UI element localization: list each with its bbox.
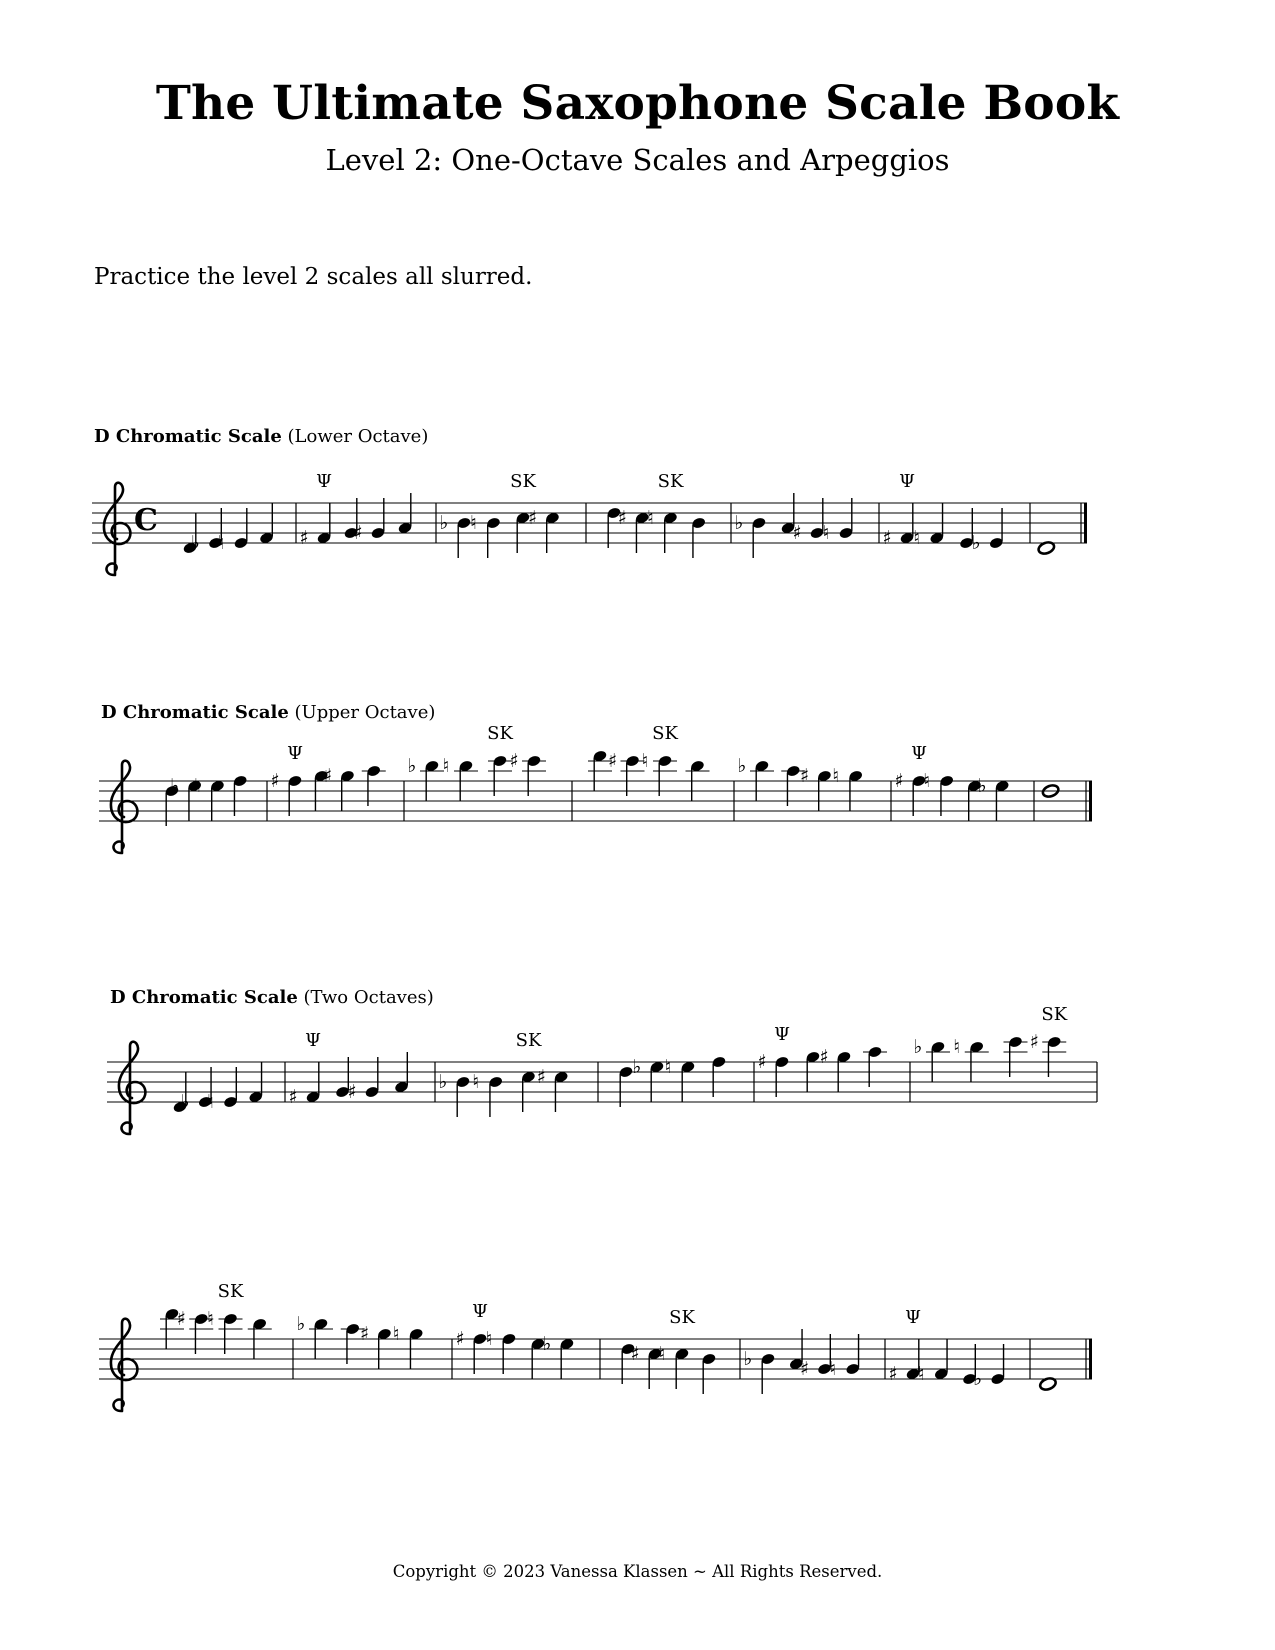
fingering-mark-icon: Ψ xyxy=(905,1307,921,1328)
flat-icon: ♭ xyxy=(170,775,180,797)
sharp-icon: ♯ xyxy=(888,1363,898,1385)
fingering-mark-icon: Ψ xyxy=(472,1301,488,1322)
sharp-icon: ♯ xyxy=(299,527,309,549)
sharp-icon: ♯ xyxy=(757,1051,767,1073)
flat-icon: ♭ xyxy=(743,1348,753,1370)
natural-icon: ♮ xyxy=(829,1358,837,1380)
flat-icon: ♭ xyxy=(973,1368,983,1390)
sharp-icon: ♯ xyxy=(882,527,892,549)
fingering-mark-icon: Ψ xyxy=(774,1024,790,1045)
side-key-mark: SK xyxy=(652,723,678,744)
natural-icon: ♮ xyxy=(194,775,201,797)
side-key-mark: SK xyxy=(487,723,513,744)
flat-icon: ♭ xyxy=(180,1091,190,1113)
fingering-mark-icon: Ψ xyxy=(899,471,915,492)
natural-icon: ♮ xyxy=(641,750,649,772)
fingering-mark-icon: Ψ xyxy=(316,471,332,492)
sharp-icon: ♯ xyxy=(322,765,333,787)
natural-icon: ♮ xyxy=(217,532,225,554)
sharp-icon: ♯ xyxy=(894,770,904,792)
fingering-mark-icon: Ψ xyxy=(287,743,303,764)
sharp-icon: ♯ xyxy=(630,1343,640,1365)
natural-icon: ♮ xyxy=(917,1363,925,1385)
fingering-mark-icon: Ψ xyxy=(911,743,927,764)
flat-icon: ♭ xyxy=(439,512,449,534)
natural-icon: ♮ xyxy=(832,765,840,787)
scale-name: D Chromatic Scale xyxy=(94,426,282,447)
natural-icon: ♮ xyxy=(658,1343,666,1365)
flat-icon: ♭ xyxy=(971,532,981,554)
flat-icon: ♭ xyxy=(734,512,744,534)
instructions-text: Practice the level 2 scales all slurred. xyxy=(94,264,533,290)
scale-name: D Chromatic Scale xyxy=(101,702,289,723)
flat-icon: ♭ xyxy=(632,1056,642,1078)
sharp-icon: ♯ xyxy=(359,1323,370,1345)
natural-icon: ♮ xyxy=(485,1328,493,1350)
natural-icon: ♮ xyxy=(442,755,450,777)
sharp-icon: ♯ xyxy=(792,522,802,544)
natural-icon: ♮ xyxy=(392,1323,400,1345)
scale-range: (Lower Octave) xyxy=(287,426,429,447)
natural-icon: ♮ xyxy=(953,1036,961,1058)
side-key-mark: SK xyxy=(1041,1004,1068,1025)
natural-icon: ♮ xyxy=(472,1071,480,1093)
scale-range: (Two Octaves) xyxy=(303,987,434,1008)
sharp-icon: ♯ xyxy=(799,1358,810,1380)
natural-icon: ♮ xyxy=(913,527,921,549)
copyright-footer: Copyright © 2023 Vanessa Klassen ~ All Rights Reserved. xyxy=(392,1562,883,1581)
natural-icon: ♮ xyxy=(822,522,830,544)
natural-icon: ♮ xyxy=(207,1091,214,1113)
natural-icon: ♮ xyxy=(647,507,654,529)
flat-icon: ♭ xyxy=(407,755,417,777)
side-key-mark: SK xyxy=(217,1281,244,1302)
sharp-icon: ♯ xyxy=(799,765,810,787)
time-signature: C xyxy=(134,503,158,538)
page-title: The Ultimate Saxophone Scale Book xyxy=(155,76,1120,131)
natural-icon: ♮ xyxy=(207,1308,214,1330)
treble-clef-icon xyxy=(111,1319,137,1411)
flat-icon: ♭ xyxy=(913,1036,923,1058)
natural-icon: ♮ xyxy=(664,1056,672,1078)
side-key-mark: SK xyxy=(510,471,536,492)
sharp-icon: ♯ xyxy=(1029,1031,1039,1053)
sharp-icon: ♯ xyxy=(819,1046,829,1068)
flat-icon: ♭ xyxy=(191,532,200,554)
sharp-icon: ♯ xyxy=(617,507,627,529)
flat-icon: ♭ xyxy=(737,755,747,777)
side-key-mark: SK xyxy=(657,471,684,492)
sharp-icon: ♯ xyxy=(353,522,363,544)
scale-name: D Chromatic Scale xyxy=(110,987,298,1008)
sharp-icon: ♯ xyxy=(536,1066,546,1088)
sharp-icon: ♯ xyxy=(607,750,618,772)
natural-icon: ♮ xyxy=(923,770,931,792)
sharp-icon: ♯ xyxy=(527,507,538,529)
sharp-icon: ♯ xyxy=(270,770,280,792)
natural-icon: ♮ xyxy=(470,512,477,534)
sharp-icon: ♯ xyxy=(288,1086,298,1108)
page-subtitle: Level 2: One-Octave Scales and Arpeggios xyxy=(325,143,950,177)
flat-icon: ♭ xyxy=(296,1313,306,1335)
flat-icon: ♭ xyxy=(438,1071,448,1093)
scale-range: (Upper Octave) xyxy=(294,702,436,723)
sharp-icon: ♯ xyxy=(347,1081,357,1103)
flat-icon: ♭ xyxy=(542,1333,552,1355)
side-key-mark: SK xyxy=(669,1307,695,1328)
sharp-icon: ♯ xyxy=(176,1308,186,1330)
side-key-mark: SK xyxy=(515,1030,542,1051)
fingering-mark-icon: Ψ xyxy=(305,1030,321,1051)
sharp-icon: ♯ xyxy=(509,750,519,772)
flat-icon: ♭ xyxy=(977,775,987,797)
sharp-icon: ♯ xyxy=(455,1328,465,1350)
